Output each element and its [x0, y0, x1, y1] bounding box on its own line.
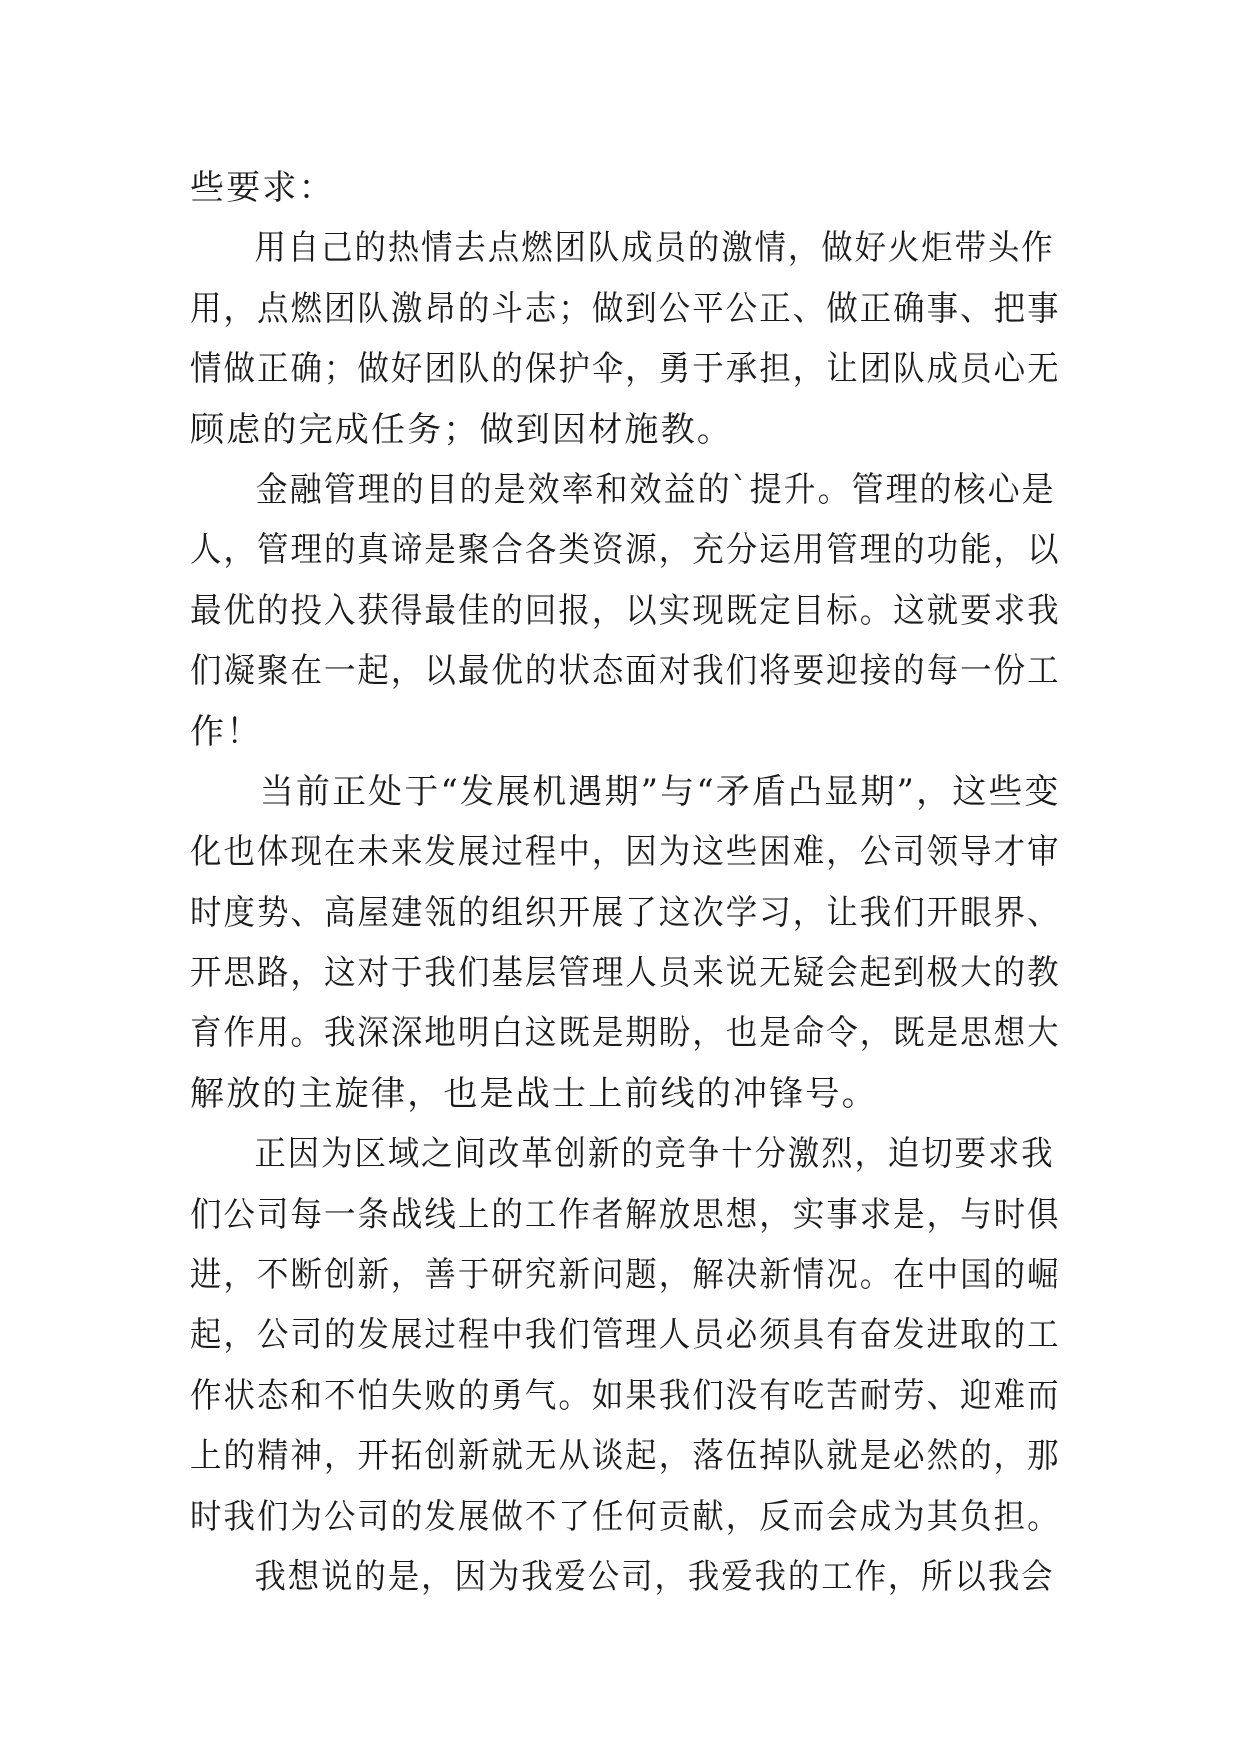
text-line: 化也体现在未来发展过程中，因为这些困难，公司领导才审: [190, 832, 1061, 873]
text-line: 作状态和不怕失败的勇气。如果我们没有吃苦耐劳、迎难而: [190, 1375, 1061, 1416]
text-line: 用自己的热情去点燃团队成员的激情，做好火炬带头作: [254, 228, 1055, 269]
text-line: 当前正处于“发展机遇期”与“矛盾凸显期”，这些变: [259, 771, 1061, 812]
text-line: 开思路，这对于我们基层管理人员来说无疑会起到极大的教: [190, 953, 1061, 994]
text-line: 最优的投入获得最佳的回报，以实现既定目标。这就要求我: [190, 590, 1061, 631]
text-line: 用，点燃团队激昂的斗志；做到公平公正、做正确事、把事: [190, 288, 1061, 329]
text-line: 顾虑的完成任务；做到因材施教。: [190, 409, 733, 450]
text-line: 些要求：: [190, 168, 335, 208]
text-line: 我想说的是，因为我爱公司，我爱我的工作，所以我会: [254, 1556, 1055, 1597]
text-line: 金融管理的目的是效率和效益的`提升。管理的核心是: [255, 469, 1056, 510]
text-line: 进，不断创新，善于研究新问题，解决新情况。在中国的崛: [190, 1255, 1061, 1296]
text-line: 人，管理的真谛是聚合各类资源，充分运用管理的功能，以: [190, 530, 1061, 571]
document-body: [190, 158, 1060, 1607]
text-line: 作！: [190, 711, 263, 752]
text-line: 时度势、高屋建瓴的组织开展了这次学习，让我们开眼界、: [190, 892, 1061, 933]
text-line: 解放的主旋律，也是战士上前线的冲锋号。: [190, 1073, 878, 1114]
text-line: 情做正确；做好团队的保护伞，勇于承担，让团队成员心无: [190, 349, 1061, 390]
text-line: 时我们为公司的发展做不了任何贡献，反而会成为其负担。: [190, 1496, 1061, 1537]
text-line: 们凝聚在一起，以最优的状态面对我们将要迎接的每一份工: [190, 651, 1061, 692]
text-line: 上的精神，开拓创新就无从谈起，落伍掉队就是必然的，那: [190, 1436, 1061, 1477]
text-line: 正因为区域之间改革创新的竞争十分激烈，迫切要求我: [254, 1134, 1055, 1175]
text-line: 们公司每一条战线上的工作者解放思想，实事求是，与时俱: [190, 1194, 1061, 1235]
text-line: 育作用。我深深地明白这既是期盼，也是命令，既是思想大: [190, 1013, 1061, 1054]
text-line: 起，公司的发展过程中我们管理人员必须具有奋发进取的工: [190, 1315, 1061, 1356]
